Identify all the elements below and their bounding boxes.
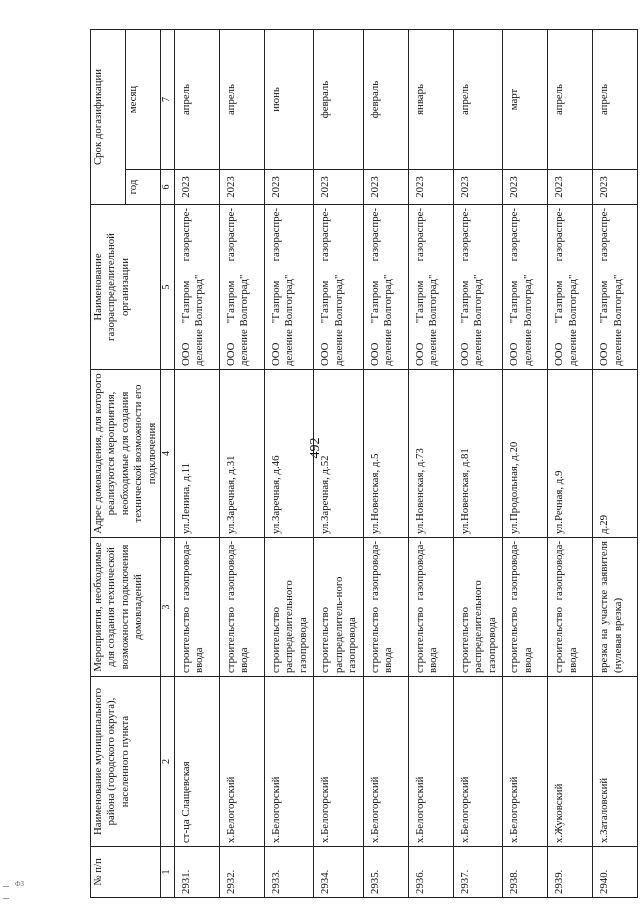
row-organization: ООО "Газпром газораспре-деление Волгоград" — [408, 205, 453, 370]
row-number: 2934. — [314, 847, 363, 898]
table-row — [408, 30, 453, 898]
row-number: 2931. — [174, 847, 219, 898]
row-organization: ООО "Газпром газораспре-деление Волгоград" — [264, 205, 313, 370]
row-address: ул.Речная, д.9 — [548, 370, 593, 538]
row-locality: х.Жуковский — [548, 677, 593, 847]
row-measure: строительство газопровода-ввода — [503, 538, 548, 677]
table-row — [314, 30, 363, 898]
row-locality: х.Белогорский — [363, 677, 408, 847]
row-measure: строительство газопровода-ввода — [363, 538, 408, 677]
column-number: 2 — [161, 677, 175, 847]
margin-rule — [3, 886, 9, 887]
row-month: апрель — [219, 30, 264, 170]
row-number: 2939. — [548, 847, 593, 898]
row-organization: ООО "Газпром газораспре-деление Волгоград" — [314, 205, 363, 370]
row-year: 2023 — [408, 170, 453, 205]
row-measure: строительство газопровода-ввода — [548, 538, 593, 677]
row-address: ул.Новенская, д.5 — [363, 370, 408, 538]
row-locality: х.Заталовский — [593, 677, 638, 847]
row-organization: ООО "Газпром газораспре-деление Волгоград" — [219, 205, 264, 370]
row-organization: ООО "Газпром газораспре-деление Волгоград" — [174, 205, 219, 370]
row-month: февраль — [314, 30, 363, 170]
row-address: ул.Продольная, д.20 — [503, 370, 548, 538]
row-number: 2936. — [408, 847, 453, 898]
column-number: 6 — [161, 170, 175, 205]
header-month: месяц — [126, 30, 161, 170]
row-measure: строительство газопровода-ввода — [174, 538, 219, 677]
column-numbers-row — [161, 30, 175, 898]
row-measure: строительство газопровода-ввода — [408, 538, 453, 677]
row-year: 2023 — [314, 170, 363, 205]
row-locality: х.Белогорский — [503, 677, 548, 847]
row-measure: строительство распределительного газопровода — [453, 538, 502, 677]
row-address: ул.Ленина, д.11 — [174, 370, 219, 538]
header-measures: Мероприятия, необходимые для создания технической возможности подключения домовладений — [91, 538, 161, 677]
row-organization: ООО "Газпром газораспре-деление Волгоград" — [363, 205, 408, 370]
column-number: 1 — [161, 847, 175, 898]
margin-rule — [3, 898, 9, 899]
table-row — [363, 30, 408, 898]
row-year: 2023 — [363, 170, 408, 205]
row-locality: х.Белогорский — [264, 677, 313, 847]
margin-mark: ФЗ — [15, 880, 25, 888]
row-month: апрель — [453, 30, 502, 170]
header-org: Наименование газораспределительной организации — [91, 205, 161, 370]
header-district: Наименование муниципального района (городского округа), населенного пункта — [91, 677, 161, 847]
row-month: апрель — [593, 30, 638, 170]
row-organization: ООО "Газпром газораспре-деление Волгоград" — [548, 205, 593, 370]
column-number: 7 — [161, 30, 175, 170]
table-row — [174, 30, 219, 898]
row-number: 2933. — [264, 847, 313, 898]
row-month: апрель — [548, 30, 593, 170]
row-organization: ООО "Газпром газораспре-деление Волгоград" — [453, 205, 502, 370]
row-organization: ООО "Газпром газораспре-деление Волгоград" — [503, 205, 548, 370]
table-row — [264, 30, 313, 898]
row-address: ул.Новенская, д.81 — [453, 370, 502, 538]
row-locality: х.Белогорский — [314, 677, 363, 847]
column-number: 3 — [161, 538, 175, 677]
header-num: № п/п — [91, 847, 161, 898]
row-year: 2023 — [453, 170, 502, 205]
row-locality: х.Белогорский — [408, 677, 453, 847]
page-number: 492 — [308, 437, 323, 459]
row-month: март — [503, 30, 548, 170]
row-address: д.29 — [593, 370, 638, 538]
row-measure: врезка на участке заявителя (нулевая врезка) — [593, 538, 638, 677]
row-year: 2023 — [264, 170, 313, 205]
row-address: ул.Заречная, д.52 — [314, 370, 363, 538]
row-year: 2023 — [593, 170, 638, 205]
row-month: январь — [408, 30, 453, 170]
table-row — [453, 30, 502, 898]
table-row — [593, 30, 638, 898]
row-locality: ст-ца Слащевская — [174, 677, 219, 847]
row-year: 2023 — [503, 170, 548, 205]
row-number: 2940. — [593, 847, 638, 898]
header-year: год — [126, 170, 161, 205]
row-number: 2935. — [363, 847, 408, 898]
row-number: 2932. — [219, 847, 264, 898]
row-measure: строительство газопровода-ввода — [219, 538, 264, 677]
row-year: 2023 — [219, 170, 264, 205]
table-row — [503, 30, 548, 898]
row-organization: ООО "Газпром газораспре-деление Волгоград" — [593, 205, 638, 370]
row-year: 2023 — [174, 170, 219, 205]
row-address: ул.Заречная, д.31 — [219, 370, 264, 538]
row-month: февраль — [363, 30, 408, 170]
row-measure: строительство распределитель-ного газопровода — [314, 538, 363, 677]
table-row — [219, 30, 264, 898]
gasification-table — [90, 29, 638, 898]
row-measure: строительство распределительного газопровода — [264, 538, 313, 677]
row-year: 2023 — [548, 170, 593, 205]
table-row — [548, 30, 593, 898]
table-body — [174, 30, 637, 898]
row-month: апрель — [174, 30, 219, 170]
header-term: Срок догазификации — [91, 30, 126, 205]
row-address: ул.Новенская, д.73 — [408, 370, 453, 538]
header-row — [91, 30, 126, 898]
column-number: 5 — [161, 205, 175, 370]
row-month: июнь — [264, 30, 313, 170]
row-address: ул.Заречная, д.46 — [264, 370, 313, 538]
rotated-page-content — [27, 0, 624, 909]
row-number: 2938. — [503, 847, 548, 898]
row-locality: х.Белогорский — [453, 677, 502, 847]
column-number: 4 — [161, 370, 175, 538]
row-locality: х.Белогорский — [219, 677, 264, 847]
row-number: 2937. — [453, 847, 502, 898]
header-address: Адрес домовладения, для которого реализуются мероприятия, необходимые для создания технической возможности его подключения — [91, 370, 161, 538]
